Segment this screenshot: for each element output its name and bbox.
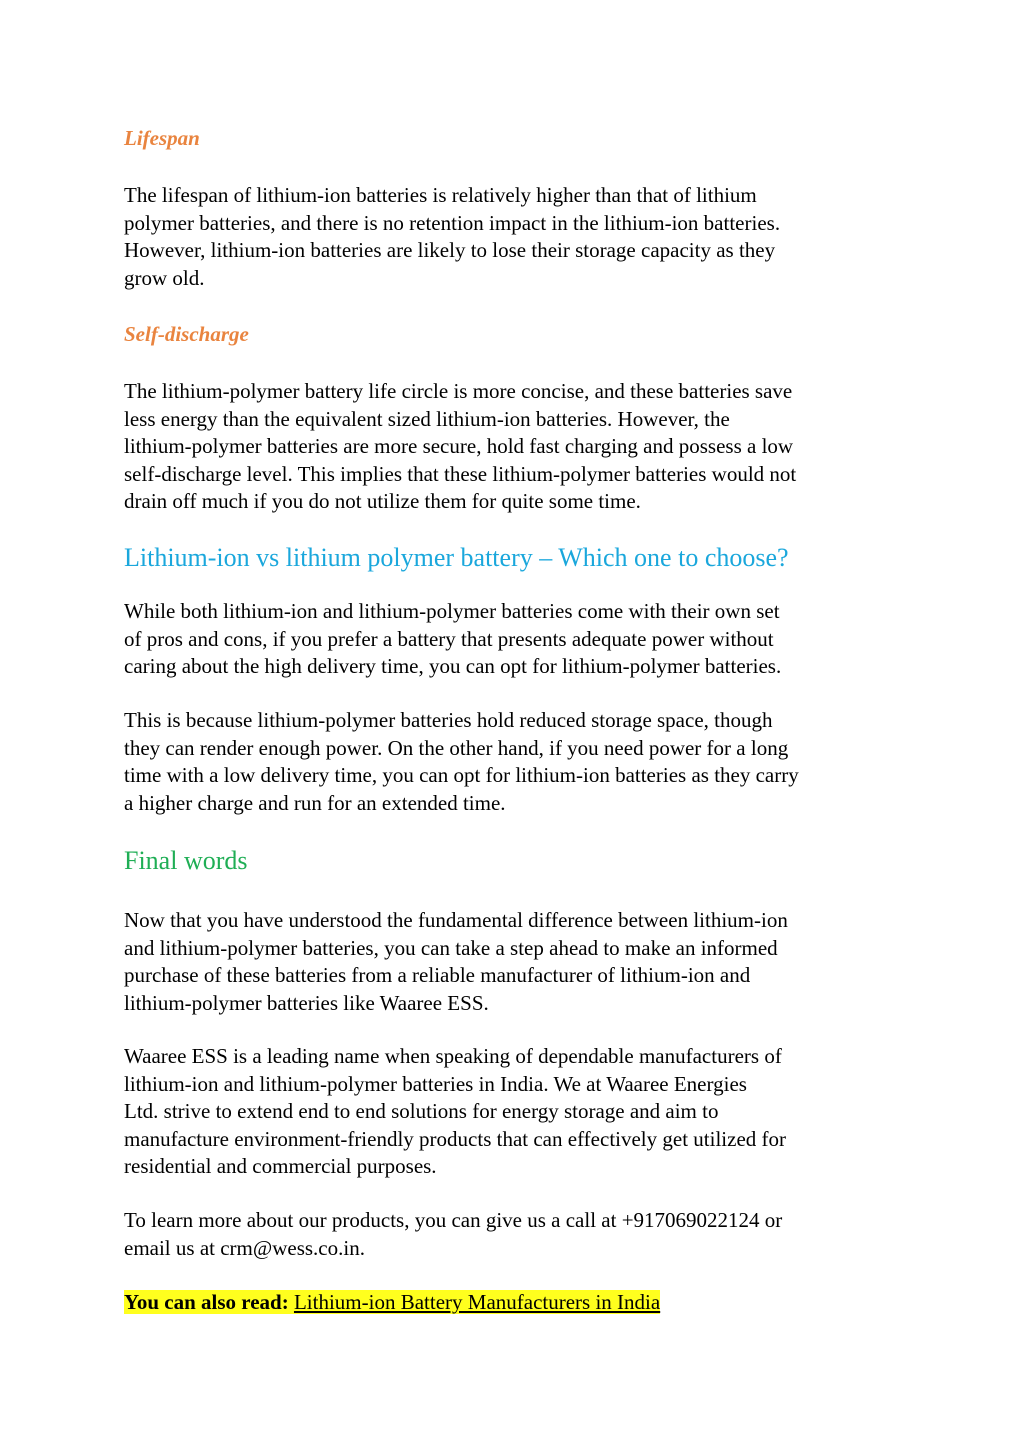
- text-line: time with a low delivery time, you can opt for lithium-ion batteries as they carry: [124, 763, 799, 787]
- text-line: While both lithium-ion and lithium-polymer batteries come with their own set: [124, 599, 780, 623]
- final-words-paragraph-1: [124, 907, 914, 1017]
- text-line: of pros and cons, if you prefer a battery that presents adequate power without: [124, 626, 774, 651]
- text-line: lithium-polymer batteries like Waaree ESS.: [124, 990, 489, 1015]
- also-read-line: [124, 1289, 914, 1317]
- text-line: email us at crm@wess.co.in.: [124, 1235, 365, 1260]
- also-read-label: You can also read:: [124, 1290, 289, 1314]
- also-read-link[interactable]: Lithium-ion Battery Manufacturers in India: [293, 1290, 661, 1314]
- which-one-heading: Lithium-ion vs lithium polymer battery – Which one to choose?: [124, 543, 789, 572]
- also-read-highlight: [124, 1290, 660, 1314]
- self-discharge-heading: Self-discharge: [124, 322, 249, 346]
- final-words-paragraph-3: [124, 1207, 914, 1262]
- which-one-paragraph-2: [124, 707, 914, 817]
- text-line: caring about the high delivery time, you can opt for lithium-polymer batteries.: [124, 654, 782, 678]
- text-line: self-discharge level. This implies that these lithium-polymer batteries would not: [124, 461, 797, 486]
- text-line: Waaree ESS is a leading name when speaking of dependable manufacturers of: [124, 1044, 782, 1068]
- text-line: To learn more about our products, you can give us a call at +917069022124 or: [124, 1208, 783, 1232]
- text-line: and lithium-polymer batteries, you can take a step ahead to make an informed: [124, 935, 778, 960]
- final-words-paragraph-2: [124, 1043, 914, 1181]
- text-line: Ltd. strive to extend end to end solutions for energy storage and aim to: [124, 1099, 719, 1123]
- text-line: drain off much if you do not utilize them for quite some time.: [124, 489, 641, 513]
- text-line: purchase of these batteries from a reliable manufacturer of lithium-ion and: [124, 963, 751, 987]
- text-line: a higher charge and run for an extended time.: [124, 790, 506, 815]
- lifespan-paragraph: [124, 182, 914, 292]
- final-words-heading: Final words: [124, 846, 248, 875]
- text-line: lithium-polymer batteries are more secure, hold fast charging and possess a low: [124, 434, 794, 458]
- lifespan-heading: Lifespan: [124, 126, 200, 150]
- text-line: grow old.: [124, 265, 205, 290]
- text-line: The lifespan of lithium-ion batteries is relatively higher than that of lithium: [124, 183, 757, 207]
- text-line: polymer batteries, and there is no retention impact in the lithium-ion batteries.: [124, 210, 781, 235]
- text-line: residential and commercial purposes.: [124, 1154, 437, 1178]
- text-line: The lithium-polymer battery life circle is more concise, and these batteries save: [124, 379, 793, 403]
- text-line: manufacture environment-friendly products that can effectively get utilized for: [124, 1126, 787, 1151]
- text-line: less energy than the equivalent sized lithium-ion batteries. However, the: [124, 406, 730, 431]
- text-line: Now that you have understood the fundamental difference between lithium-ion: [124, 908, 788, 932]
- text-line: lithium-ion and lithium-polymer batteries in India. We at Waaree Energies: [124, 1071, 747, 1096]
- which-one-paragraph-1: [124, 598, 914, 681]
- text-line: However, lithium-ion batteries are likely to lose their storage capacity as they: [124, 238, 776, 262]
- self-discharge-paragraph: [124, 378, 914, 516]
- text-line: This is because lithium-polymer batteries hold reduced storage space, though: [124, 708, 773, 732]
- text-line: they can render enough power. On the other hand, if you need power for a long: [124, 735, 789, 760]
